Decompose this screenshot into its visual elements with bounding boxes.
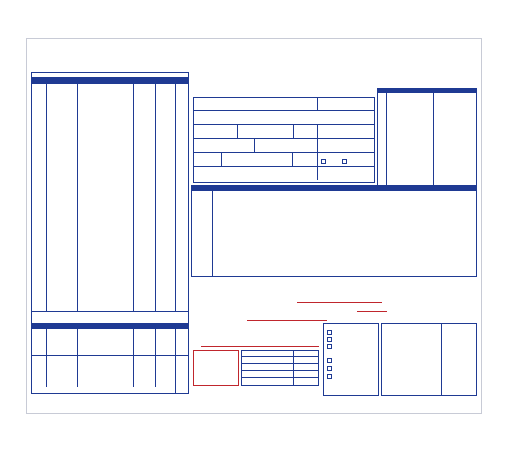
accessories-table [31,323,189,394]
parts-table [31,72,189,356]
totals-box [381,323,477,396]
parts-header-row [31,78,189,84]
hourly-checkbox[interactable] [327,366,332,371]
charge-checkbox[interactable] [327,344,332,349]
check-checkbox[interactable] [327,337,332,342]
services-box [377,88,477,188]
instructions-header-row [191,185,477,191]
phone-ready-yes-checkbox[interactable] [321,159,326,164]
signature-line[interactable] [201,346,319,347]
services-header [377,88,477,93]
instructions-box [191,185,477,277]
flat-rate-checkbox[interactable] [327,358,332,363]
disclaimer-box [193,350,239,386]
both-checkbox[interactable] [327,374,332,379]
cash-checkbox[interactable] [327,330,332,335]
repair-order-form [26,38,482,414]
phone-ready-no-checkbox[interactable] [342,159,347,164]
